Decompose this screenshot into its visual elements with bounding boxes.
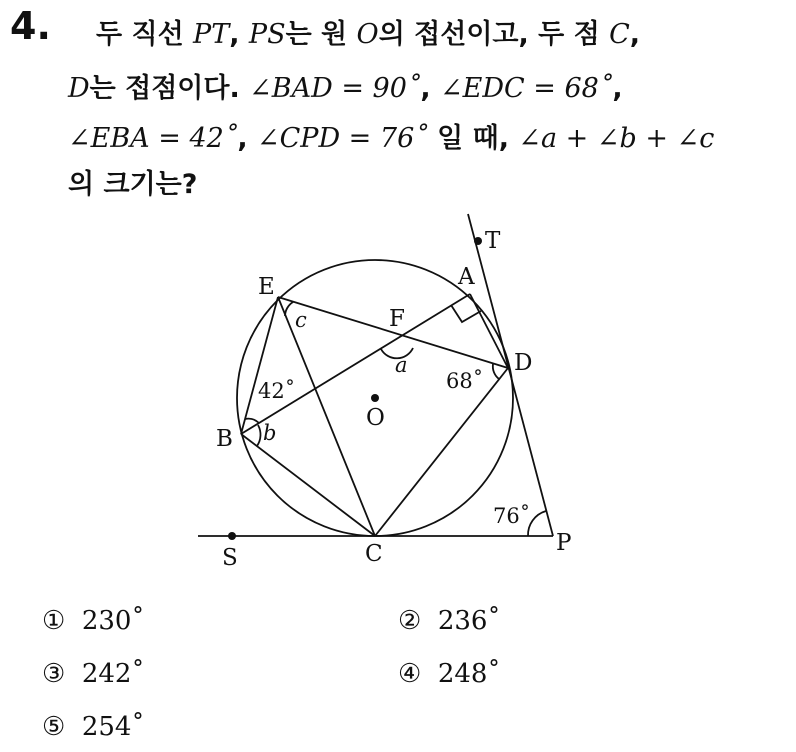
segment-ad <box>470 294 508 368</box>
label-angle-b: b <box>263 421 277 445</box>
label-d: D <box>514 350 533 376</box>
choice-2[interactable] <box>398 606 500 636</box>
choice-5[interactable] <box>42 712 144 742</box>
text: , <box>629 19 641 50</box>
choice-value: 248˚ <box>437 659 501 689</box>
text: 의 크기는? <box>68 169 198 200</box>
angle-b-arc <box>257 425 261 446</box>
angle-sum-expression: ∠a + ∠b + ∠c <box>518 123 715 154</box>
label-a: A <box>458 264 475 290</box>
angle-76-arc <box>528 511 546 536</box>
segment-cd <box>375 368 508 536</box>
label-o: O <box>366 405 385 431</box>
text: , <box>420 73 441 104</box>
line-pt: PT <box>193 19 230 50</box>
angle-c-arc <box>285 302 293 316</box>
label-p: P <box>556 530 572 556</box>
choice-number: ⑤ <box>42 712 66 742</box>
center-dot <box>371 394 379 402</box>
text: , <box>229 19 249 50</box>
point-s-dot <box>228 532 236 540</box>
angle-edc: ∠EDC = 68˚ <box>440 73 613 104</box>
text: 두 직선 <box>96 19 194 50</box>
text: , <box>237 123 257 154</box>
choice-3[interactable] <box>42 659 144 689</box>
label-f: F <box>389 306 405 332</box>
choice-number: ① <box>42 606 66 636</box>
angle-cpd: ∠CPD = 76˚ <box>257 123 428 154</box>
point-t-dot <box>474 237 482 245</box>
angle-42-arc <box>245 419 259 423</box>
question-number: 4. <box>10 4 51 48</box>
choice-number: ② <box>398 606 422 636</box>
choice-1[interactable] <box>42 606 144 636</box>
label-e: E <box>258 274 275 300</box>
segment-eb <box>241 297 278 434</box>
point-c: C <box>609 19 630 50</box>
segment-ba <box>241 294 470 434</box>
label-angle-42: 42˚ <box>258 379 296 403</box>
choice-value: 242˚ <box>81 659 145 689</box>
label-angle-68: 68˚ <box>446 369 484 393</box>
circle-o: O <box>356 19 379 50</box>
text: 일 때, <box>427 123 519 154</box>
text: 는 접점이다. <box>89 73 250 104</box>
text: , <box>612 73 623 104</box>
choice-value: 230˚ <box>81 606 145 636</box>
label-angle-a: a <box>395 353 408 377</box>
label-b: B <box>216 426 233 452</box>
text: 는 원 <box>285 19 357 50</box>
choice-value: 236˚ <box>437 606 501 636</box>
angle-68-arc <box>493 364 499 379</box>
label-angle-76: 76˚ <box>493 504 531 528</box>
label-s: S <box>222 545 238 571</box>
choice-number: ③ <box>42 659 66 689</box>
label-t: T <box>485 228 501 254</box>
choice-value: 254˚ <box>81 712 145 742</box>
label-c: C <box>365 541 383 567</box>
choice-4[interactable] <box>398 659 500 689</box>
text: 의 접선이고, 두 점 <box>378 19 610 50</box>
line-ps: PS <box>248 19 286 50</box>
label-angle-c: c <box>295 308 307 332</box>
choice-number: ④ <box>398 659 422 689</box>
angle-bad: ∠BAD = 90˚ <box>249 73 421 104</box>
angle-eba: ∠EBA = 42˚ <box>68 123 238 154</box>
point-d: D <box>68 73 90 104</box>
